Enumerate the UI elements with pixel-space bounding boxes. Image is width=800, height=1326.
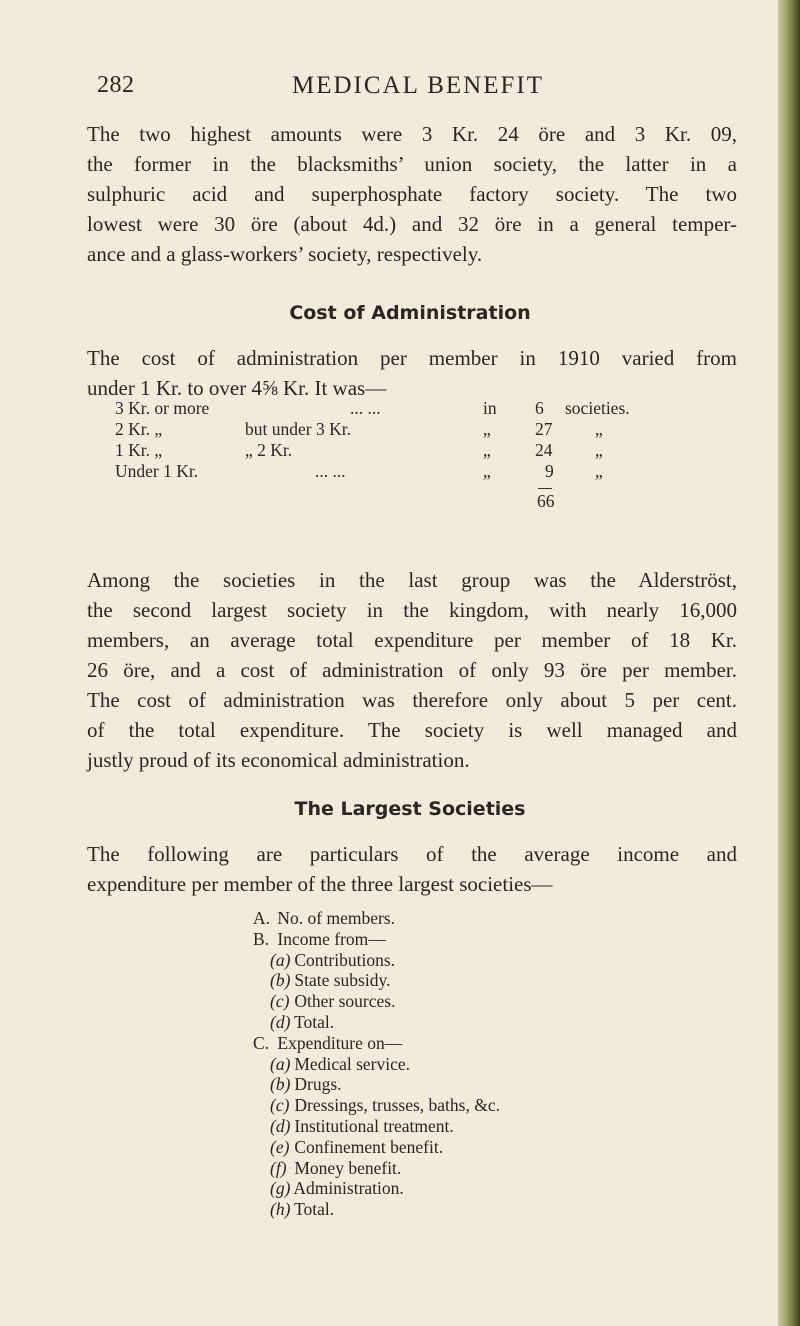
list-item [253, 1012, 500, 1033]
page-number: 282 [97, 72, 135, 98]
list-item [253, 1158, 500, 1179]
cost-condition: ... ... [350, 398, 381, 418]
text-line: justly proud of its economical administration. [87, 748, 470, 772]
item-label: (e) [270, 1136, 290, 1157]
text-line: The following are particulars of the average income and [87, 842, 737, 866]
ditto-prefix: in [483, 398, 497, 418]
text-line: sulphuric acid and superphosphate factory society. The two [87, 182, 737, 206]
paragraph-alderstrost [87, 565, 737, 775]
item-label: C. [253, 1032, 270, 1053]
list-item [253, 1137, 500, 1158]
text-line: The cost of administration per member in 1910 varied from [87, 346, 737, 370]
item-text: Drugs. [294, 1074, 342, 1095]
text-line: Among the societies in the last group was the Alderströst, [87, 568, 737, 592]
list-item [253, 1116, 500, 1137]
ditto-prefix: „ [483, 461, 491, 481]
item-text: Medical service. [294, 1053, 411, 1074]
list-item [253, 1033, 500, 1054]
item-text: Expenditure on— [277, 1032, 403, 1053]
text-line: 26 öre, and a cost of administration of only 93 öre per member. [87, 658, 737, 682]
cost-condition: „ 2 Kr. [245, 440, 293, 460]
item-text: Administration. [293, 1178, 404, 1199]
item-label: (h) [270, 1199, 291, 1220]
item-text: Other sources. [294, 991, 396, 1012]
text-line: the former in the blacksmiths’ union society, the latter in a [87, 152, 737, 176]
cost-range: Under 1 Kr. [115, 461, 199, 481]
society-count: 24 [535, 440, 553, 460]
running-head: MEDICAL BENEFIT [292, 72, 544, 99]
cost-condition: ... ... [315, 461, 346, 481]
cost-range: 1 Kr. „ [115, 440, 163, 460]
table-row [115, 461, 675, 482]
item-label: (d) [270, 1011, 291, 1032]
item-text: State subsidy. [294, 970, 391, 991]
item-label: (a) [270, 1053, 291, 1074]
text-line: of the total expenditure. The society is well managed and [87, 718, 737, 742]
table-row [115, 440, 675, 461]
list-item [253, 929, 500, 950]
ditto-prefix: „ [483, 440, 491, 460]
text-line: The two highest amounts were 3 Kr. 24 öre and 3 Kr. 09, [87, 122, 737, 146]
list-item [253, 1178, 500, 1199]
section-heading-largest-societies: The Largest Societies [294, 798, 526, 820]
administration-cost-table [115, 398, 675, 511]
item-text: Total. [294, 1011, 335, 1032]
table-row [115, 398, 675, 419]
society-count: 9 [545, 461, 554, 481]
list-item [253, 1054, 500, 1075]
list-item [253, 970, 500, 991]
list-item [253, 908, 500, 929]
paragraph-largest-intro [87, 839, 737, 899]
society-count: 27 [535, 419, 553, 439]
cost-range: 2 Kr. „ [115, 419, 163, 439]
item-label: (b) [270, 1074, 291, 1095]
unit-label: „ [595, 440, 603, 460]
item-text: Institutional treatment. [294, 1115, 454, 1136]
list-item [253, 1074, 500, 1095]
text-line: members, an average total expenditure per member of 18 Kr. [87, 628, 737, 652]
item-label: (f) [270, 1157, 287, 1178]
list-item [253, 991, 500, 1012]
item-text: No. of members. [277, 908, 395, 928]
item-label: (g) [270, 1178, 291, 1199]
particulars-key-list [253, 908, 500, 1220]
item-label: A. [253, 908, 271, 928]
list-item [253, 1199, 500, 1220]
item-text: Money benefit. [294, 1157, 402, 1178]
item-text: Dressings, trusses, baths, &c. [294, 1095, 500, 1116]
paragraph-cost-intro [87, 343, 737, 403]
page-header [97, 72, 737, 106]
page-edge-shadow [778, 0, 800, 1326]
item-text: Income from— [277, 928, 386, 949]
section-heading-cost-of-administration: Cost of Administration [289, 302, 531, 324]
total-rule [538, 488, 552, 489]
list-item [253, 1095, 500, 1116]
society-count: 6 [535, 398, 544, 418]
item-label: (d) [270, 1115, 291, 1136]
ditto-prefix: „ [483, 419, 491, 439]
item-label: (a) [270, 949, 291, 970]
cost-range: 3 Kr. or more [115, 398, 210, 418]
unit-label: „ [595, 461, 603, 481]
text-line: expenditure per member of the three largest societies— [87, 872, 553, 896]
text-line: ance and a glass-workers’ society, respectively. [87, 242, 483, 266]
item-label: (c) [270, 991, 290, 1012]
item-text: Confinement benefit. [294, 1136, 444, 1157]
item-label: B. [253, 928, 270, 949]
society-total: 66 [537, 491, 555, 511]
paragraph-highest-amounts [87, 119, 737, 269]
item-text: Total. [294, 1199, 335, 1220]
item-label: (b) [270, 970, 291, 991]
item-text: Contributions. [294, 949, 396, 970]
list-item [253, 950, 500, 971]
text-line: the second largest society in the kingdom, with nearly 16,000 [87, 598, 737, 622]
unit-label: societies. [565, 398, 630, 418]
unit-label: „ [595, 419, 603, 439]
text-line: The cost of administration was therefore only about 5 per cent. [87, 688, 737, 712]
table-row [115, 419, 675, 440]
text-line: lowest were 30 öre (about 4d.) and 32 öre in a general temper- [87, 212, 737, 236]
item-label: (c) [270, 1095, 290, 1116]
text-line: under 1 Kr. to over 4⅝ Kr. It was— [87, 376, 387, 400]
cost-condition: but under 3 Kr. [245, 419, 351, 439]
